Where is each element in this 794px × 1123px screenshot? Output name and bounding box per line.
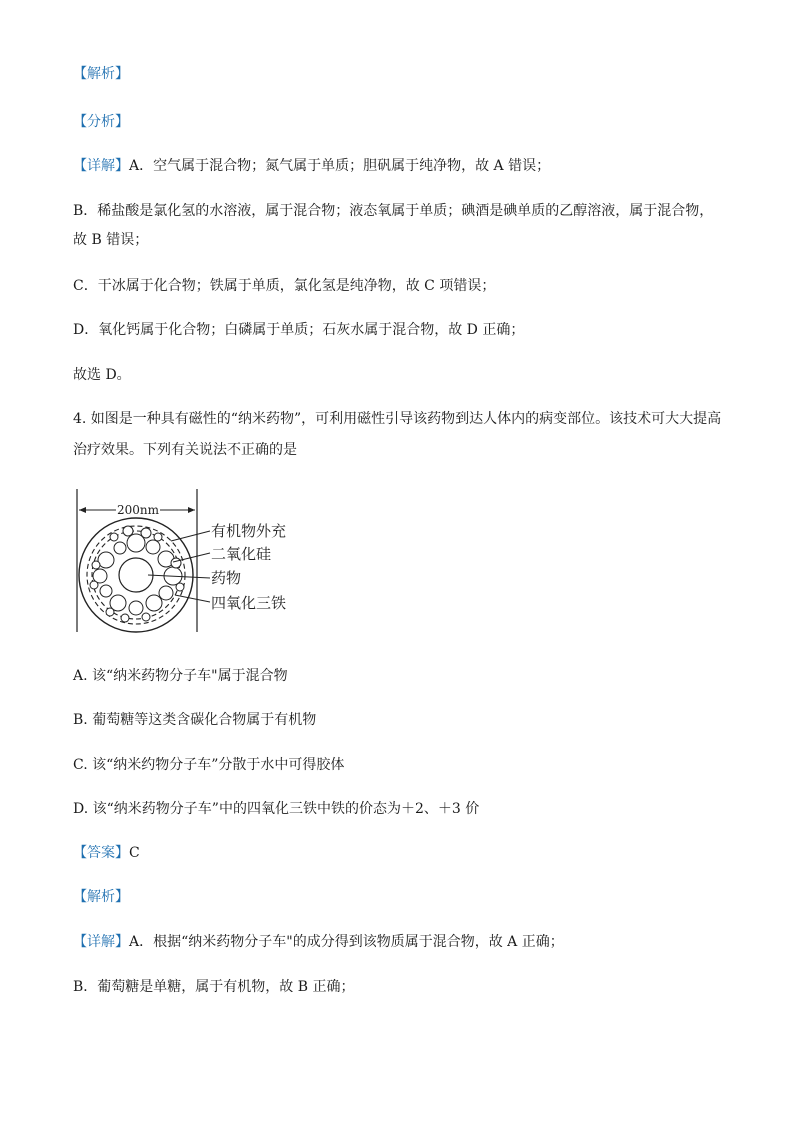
detail-line-a [73, 156, 550, 176]
detail-line-c: C．干冰属于化合物；铁属于单质，氯化氢是纯净物，故 C 项错误； [73, 278, 496, 294]
width-label: 200nm [116, 503, 160, 517]
leader-line-fe3o4 [175, 595, 210, 602]
detail-line-b2: 故 B 错误； [73, 232, 149, 248]
analysis-tag-2: 【解析】 [73, 889, 129, 905]
label-fe3o4: 四氧化三铁 [211, 594, 287, 612]
option-d: D. 该“纳米药物分子车”中的四氧化三铁中铁的价态为＋2、＋3 价 [73, 801, 480, 817]
detail-tag-2: 【详解】 [73, 934, 129, 950]
arrow-head-left [79, 507, 86, 513]
arrow-head-right [188, 507, 195, 513]
answer-value: C [129, 845, 140, 861]
drug-core [119, 558, 153, 592]
detail-line-q4-a [73, 932, 564, 952]
detail-line-b1: B．稀盐酸是氯化氢的水溶液，属于混合物；液态氧属于单质；碘酒是碘单质的乙醇溶液，属于混合物， [73, 203, 714, 219]
label-drug: 药物 [211, 569, 242, 587]
detail-tag: 【详解】 [73, 158, 129, 174]
conclusion-line: 故选 D。 [73, 367, 131, 383]
question-stem-line2: 治疗效果。下列有关说法不正确的是 [73, 442, 297, 458]
detail-line-q4-b: B．葡萄糖是单糖，属于有机物，故 B 正确； [73, 979, 355, 995]
detail-line-d: D．氧化钙属于化合物；白磷属于单质；石灰水属于混合物，故 D 正确； [73, 322, 525, 338]
detail-text-a: A．空气属于混合物；氮气属于单质；胆矾属于纯净物，故 A 错误； [129, 158, 551, 174]
answer-tag: 【答案】 [73, 845, 129, 861]
answer-line [73, 843, 140, 863]
option-b: B. 葡萄糖等这类含碳化合物属于有机物 [73, 712, 317, 728]
option-a: A. 该“纳米药物分子车"属于混合物 [73, 668, 288, 684]
question-stem-line1: 4. 如图是一种具有磁性的“纳米药物”，可利用磁性引导该药物到达人体内的病变部位。该技术可大大提高 [73, 411, 722, 427]
nano-drug-diagram [70, 487, 330, 637]
option-c: C. 该“纳米约物分子车”分散于水中可得胶体 [73, 757, 345, 773]
label-silica: 二氧化硅 [211, 545, 272, 563]
fenxi-tag: 【分析】 [73, 114, 129, 130]
label-organic: 有机物外充 [211, 522, 287, 540]
analysis-tag: 【解析】 [73, 66, 129, 82]
detail-text-q4-a: A．根据“纳米药物分子车"的成分得到该物质属于混合物，故 A 正确； [129, 934, 564, 950]
